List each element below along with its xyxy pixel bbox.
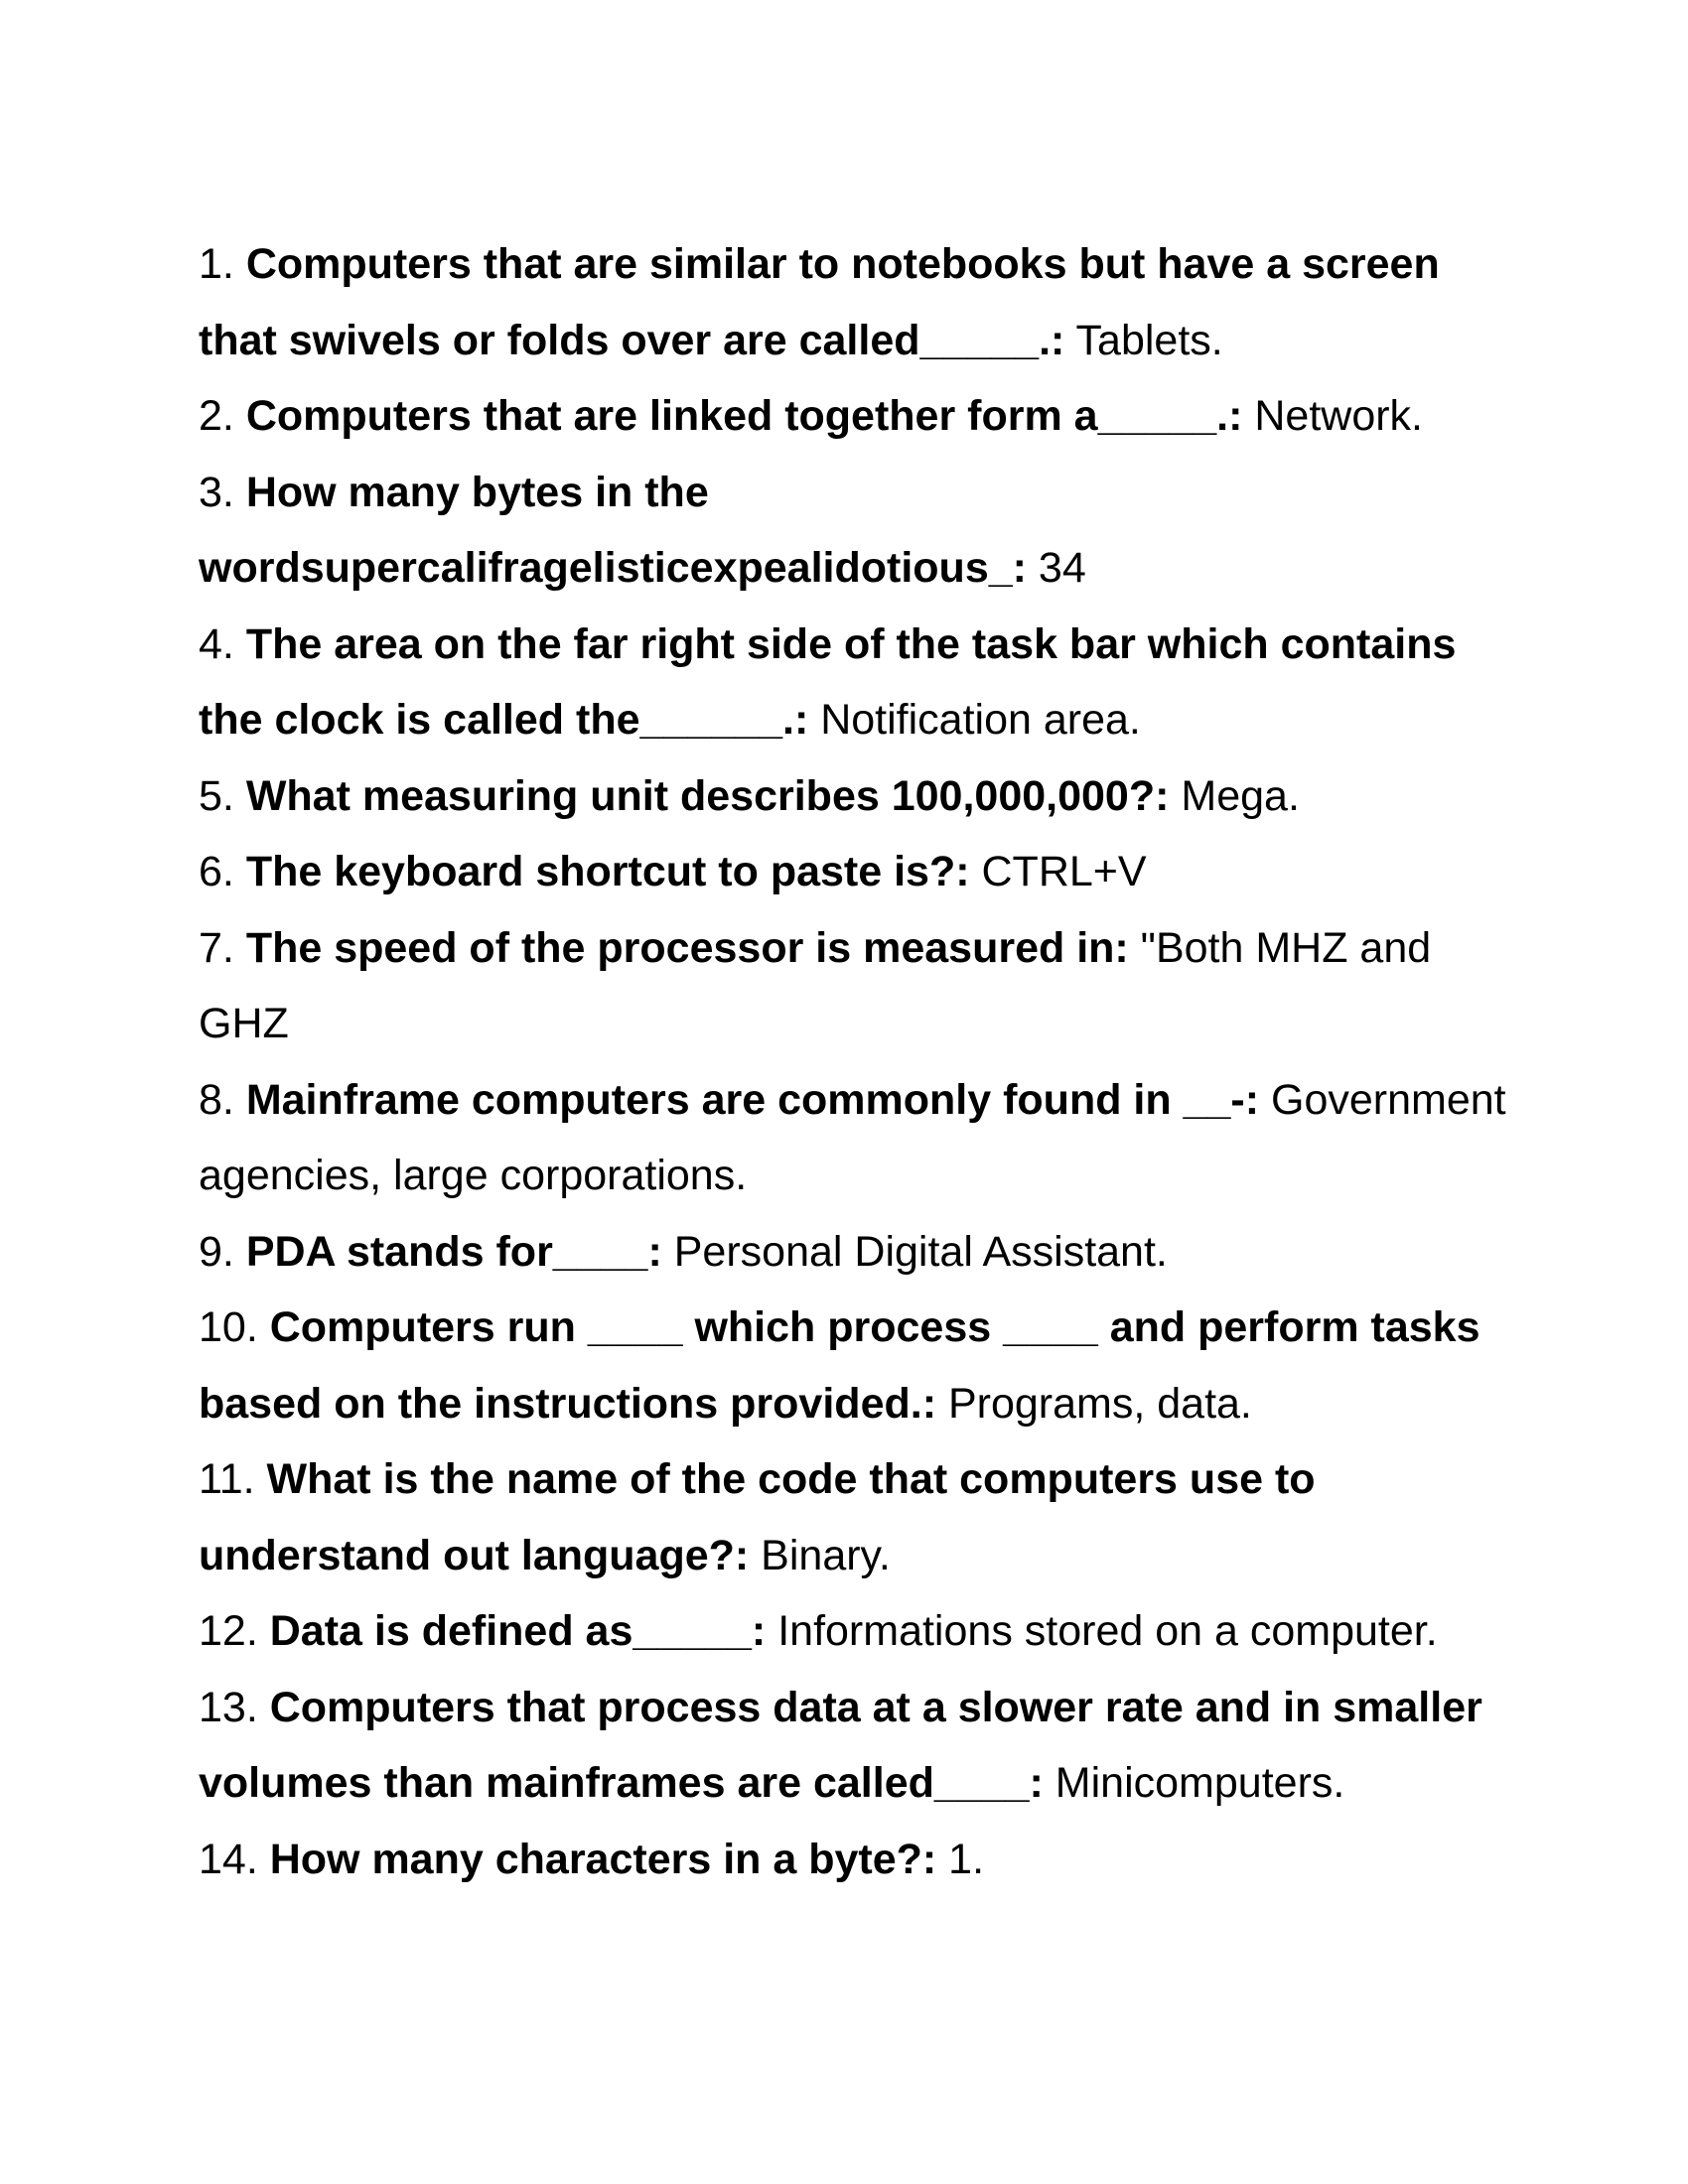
question-text: The speed of the processor is measured in: bbox=[245, 923, 1129, 972]
question-text: Mainframe computers are commonly found in __-: bbox=[245, 1075, 1260, 1124]
answer-text: Network. bbox=[1242, 392, 1424, 440]
answer-text: Informations stored on a computer. bbox=[766, 1607, 1438, 1655]
item-number: 14. bbox=[199, 1835, 270, 1883]
list-item bbox=[199, 1822, 1529, 1898]
list-item bbox=[199, 910, 1529, 1062]
question-text: Computers that process data at a slower rate and in smaller volumes than mainframes are called____: bbox=[199, 1683, 1482, 1807]
item-number: 13. bbox=[199, 1683, 270, 1731]
question-text: Computers that are similar to notebooks but have a screen that swivels or folds over are called_____.: bbox=[199, 240, 1440, 364]
question-text: Data is defined as_____: bbox=[269, 1607, 767, 1655]
item-number: 10. bbox=[199, 1303, 270, 1351]
item-number: 1. bbox=[199, 240, 246, 288]
list-item bbox=[199, 834, 1529, 910]
item-number: 7. bbox=[199, 923, 246, 972]
item-number: 8. bbox=[199, 1075, 246, 1124]
answer-text: Minicomputers. bbox=[1043, 1759, 1345, 1807]
question-text: What measuring unit describes 100,000,000?: bbox=[245, 771, 1170, 820]
item-number: 3. bbox=[199, 468, 246, 516]
question-text: The area on the far right side of the task bar which contains the clock is called the______.: bbox=[199, 619, 1457, 744]
list-item bbox=[199, 758, 1529, 835]
answer-text: 1. bbox=[936, 1835, 985, 1883]
question-text: How many bytes in the wordsupercalifragelisticexpealidotious_: bbox=[199, 468, 1027, 592]
list-item bbox=[199, 1593, 1529, 1670]
document-page bbox=[199, 226, 1529, 1897]
item-number: 4. bbox=[199, 619, 246, 668]
answer-text: Mega. bbox=[1169, 771, 1300, 820]
item-number: 9. bbox=[199, 1227, 246, 1276]
list-item bbox=[199, 607, 1529, 758]
answer-text: Notification area. bbox=[808, 696, 1141, 744]
item-number: 12. bbox=[199, 1607, 270, 1655]
list-item bbox=[199, 1062, 1529, 1214]
answer-text: CTRL+V bbox=[969, 848, 1147, 895]
list-item bbox=[199, 378, 1529, 455]
list-item bbox=[199, 1670, 1529, 1822]
question-text: Computers run ____ which process ____ and perform tasks based on the instructions provided.: bbox=[199, 1303, 1480, 1428]
answer-text: Personal Digital Assistant. bbox=[661, 1227, 1168, 1276]
answer-text: Programs, data. bbox=[936, 1379, 1252, 1428]
item-number: 5. bbox=[199, 771, 246, 820]
question-answer-list bbox=[199, 226, 1529, 1897]
item-number: 6. bbox=[199, 848, 246, 895]
answer-text: Tablets. bbox=[1064, 316, 1223, 364]
list-item bbox=[199, 1214, 1529, 1291]
list-item bbox=[199, 1441, 1529, 1593]
answer-text: "Both MHZ and GHZ bbox=[199, 923, 1432, 1047]
question-text: How many characters in a byte?: bbox=[269, 1835, 937, 1883]
item-number: 2. bbox=[199, 392, 246, 440]
list-item bbox=[199, 1290, 1529, 1441]
answer-text: Binary. bbox=[749, 1531, 891, 1579]
answer-text: Government agencies, large corporations. bbox=[199, 1075, 1506, 1199]
list-item bbox=[199, 226, 1529, 378]
answer-text: 34 bbox=[1026, 544, 1086, 592]
question-text: The keyboard shortcut to paste is?: bbox=[245, 848, 970, 895]
question-text: Computers that are linked together form a_____.: bbox=[245, 392, 1243, 440]
item-number: 11. bbox=[199, 1455, 267, 1503]
question-text: PDA stands for____: bbox=[245, 1227, 662, 1276]
question-text: What is the name of the code that computers use to understand out language?: bbox=[199, 1455, 1316, 1579]
list-item bbox=[199, 455, 1529, 607]
